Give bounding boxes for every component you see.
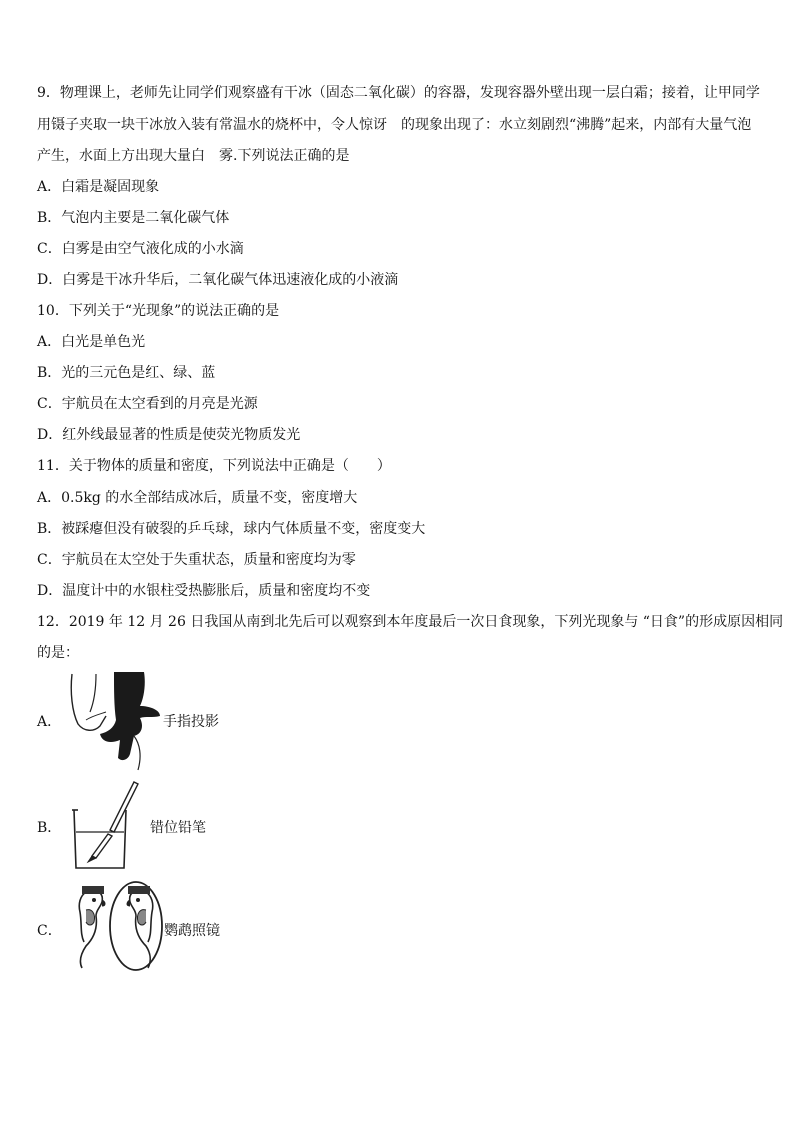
q10-option-b: B．光的三元色是红、绿、蓝 [37, 365, 216, 381]
q12-option-a-letter: A． [37, 714, 62, 730]
q12-stem-line-1: 12．2019 年 12 月 26 日我国从南到北先后可以观察到本年度最后一次日食现象，下列光现象与 “日食”的形成原因相同 [37, 614, 784, 630]
q11-option-d: D．温度计中的水银柱受热膨胀后，质量和密度均不变 [37, 583, 371, 599]
q10-option-d: D．红外线最显著的性质是使荧光物质发光 [37, 427, 301, 443]
q11-option-a: A．0.5kg 的水全部结成冰后，质量不变，密度增大 [37, 490, 358, 506]
q12-option-c-letter: C． [37, 923, 62, 939]
q12-option-b-caption: 错位铅笔 [150, 820, 206, 836]
q12-option-b-letter: B． [37, 820, 62, 836]
parrot-mirror-icon [66, 880, 166, 972]
q11-option-b: B．被踩瘪但没有破裂的乒乓球，球内气体质量不变，密度变大 [37, 521, 426, 537]
q10-stem: 10．下列关于“光现象”的说法正确的是 [37, 303, 280, 319]
q9-option-d: D．白雾是干冰升华后，二氧化碳气体迅速液化成的小液滴 [37, 272, 399, 288]
q9-option-a: A．白霜是凝固现象 [37, 179, 160, 195]
q12-stem-line-2: 的是： [37, 645, 79, 661]
pencil-in-water-icon [70, 780, 142, 872]
q10-option-a: A．白光是单色光 [37, 334, 146, 350]
q11-stem: 11．关于物体的质量和密度，下列说法中正确是（ ） [37, 458, 391, 474]
q10-option-c: C．宇航员在太空看到的月亮是光源 [37, 396, 258, 412]
q9-option-b: B．气泡内主要是二氧化碳气体 [37, 210, 230, 226]
q9-option-c: C．白雾是由空气液化成的小水滴 [37, 241, 244, 257]
q12-option-c-caption: 鹦鹉照镜 [164, 923, 220, 939]
q11-option-c: C．宇航员在太空处于失重状态，质量和密度均为零 [37, 552, 356, 568]
q12-option-a-caption: 手指投影 [163, 714, 219, 730]
hand-shadow-icon [60, 672, 164, 772]
q9-stem-line-1: 9．物理课上，老师先让同学们观察盛有干冰（固态二氧化碳）的容器，发现容器外壁出现一层白霜；接着，让甲同学 [37, 85, 760, 101]
q9-stem-line-2: 用镊子夹取一块干冰放入装有常温水的烧杯中，令人惊讶 的现象出现了：水立刻剧烈“沸腾”起来，内部有大量气泡 [37, 117, 752, 133]
q9-stem-line-3: 产生，水面上方出现大量白 雾.下列说法正确的是 [37, 148, 350, 164]
